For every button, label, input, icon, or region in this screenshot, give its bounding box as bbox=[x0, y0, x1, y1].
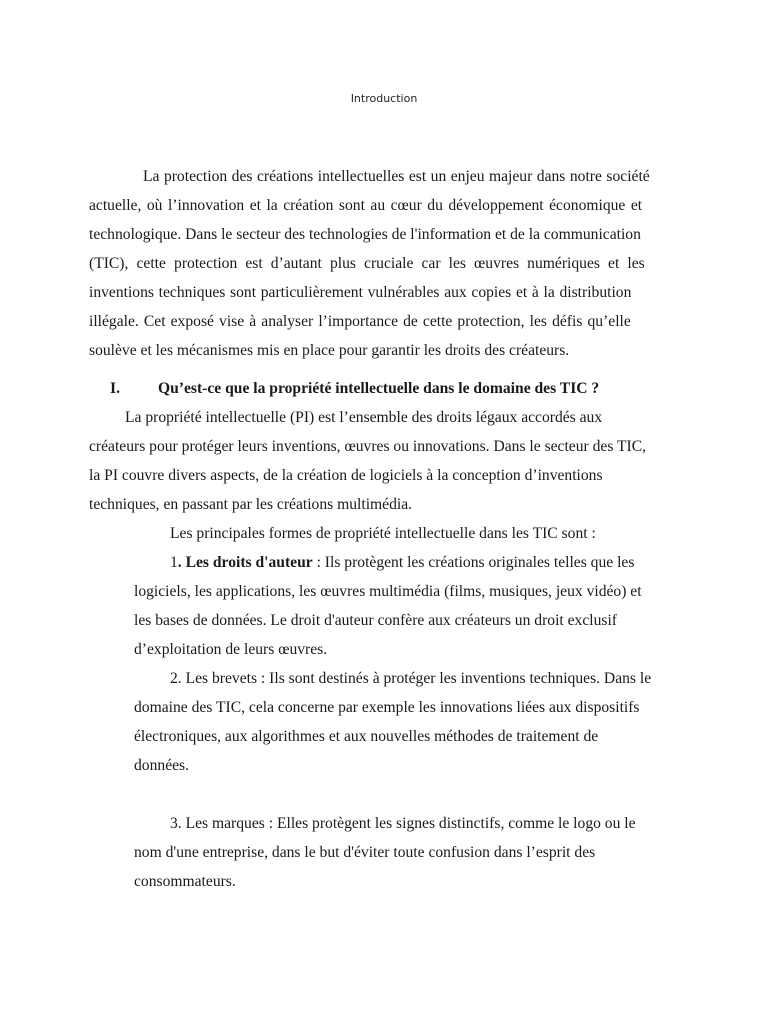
intro-paragraph bbox=[89, 162, 679, 365]
section-number: I. bbox=[110, 380, 120, 397]
item2-first-line: 2. Les brevets : Ils sont destinés à protéger les inventions techniques. Dans le bbox=[170, 670, 652, 687]
section-line-2: créateurs pour protéger leurs inventions, œuvres ou innovations. Dans le secteur des TIC, bbox=[89, 438, 647, 455]
intro-line-5: inventions techniques sont particulièrement vulnérables aux copies et à la distribution bbox=[89, 284, 632, 301]
section-line-4: techniques, en passant par les créations multimédia. bbox=[89, 496, 413, 513]
list-intro bbox=[170, 519, 596, 548]
list-intro-text: Les principales formes de propriété intellectuelle dans les TIC sont : bbox=[170, 525, 596, 542]
item1-line-3: les bases de données. Le droit d'auteur confère aux créateurs un droit exclusif bbox=[134, 612, 617, 629]
intro-line-6: illégale. Cet exposé vise à analyser l’importance de cette protection, les défis qu’elle bbox=[89, 313, 631, 330]
item3-first-line: 3. Les marques : Elles protègent les signes distinctifs, comme le logo ou le bbox=[170, 815, 636, 832]
item2-line-2: domaine des TIC, cela concerne par exemple les innovations liées aux dispositifs bbox=[134, 699, 640, 716]
item1-first-line bbox=[134, 548, 694, 577]
section-line-3: la PI couvre divers aspects, de la création de logiciels à la conception d’inventions bbox=[89, 467, 603, 484]
item2-line-4: données. bbox=[134, 757, 189, 774]
section-title: Qu’est-ce que la propriété intellectuelle dans le domaine des TIC ? bbox=[158, 380, 600, 397]
intro-line-2: actuelle, où l’innovation et la création sont au cœur du développement économique et bbox=[89, 197, 643, 214]
section-line-1: La propriété intellectuelle (PI) est l’ensemble des droits légaux accordés aux bbox=[125, 409, 603, 426]
item3-line-3: consommateurs. bbox=[134, 873, 236, 890]
section-paragraph bbox=[89, 403, 689, 519]
item1-line-4: d’exploitation de leurs œuvres. bbox=[134, 641, 328, 658]
intro-line-1: La protection des créations intellectuelles est un enjeu majeur dans notre société bbox=[143, 168, 650, 185]
item1-number: 1 bbox=[170, 554, 178, 571]
item1-line-2: logiciels, les applications, les œuvres multimédia (films, musiques, jeux vidéo) et bbox=[134, 583, 642, 600]
item3-line-2: nom d'une entreprise, dans le but d'éviter toute confusion dans l’esprit des bbox=[134, 844, 596, 861]
intro-line-4: (TIC), cette protection est d’autant plus cruciale car les œuvres numériques et les bbox=[89, 255, 645, 272]
intro-line-7: soulève et les mécanismes mis en place pour garantir les droits des créateurs. bbox=[89, 342, 570, 359]
list-item-3 bbox=[134, 809, 694, 896]
item2-line-3: électroniques, aux algorithmes et aux nouvelles méthodes de traitement de bbox=[134, 728, 599, 745]
list-item-2 bbox=[134, 664, 694, 780]
document-title: Introduction bbox=[350, 92, 418, 105]
intro-line-3: technologique. Dans le secteur des technologies de l'information et de la communication bbox=[89, 226, 641, 243]
list-item-1 bbox=[134, 548, 694, 664]
item1-label: . Les droits d'auteur bbox=[177, 554, 313, 571]
item1-text: : Ils protègent les créations originales telles que les bbox=[312, 554, 635, 571]
section-heading bbox=[110, 377, 599, 401]
